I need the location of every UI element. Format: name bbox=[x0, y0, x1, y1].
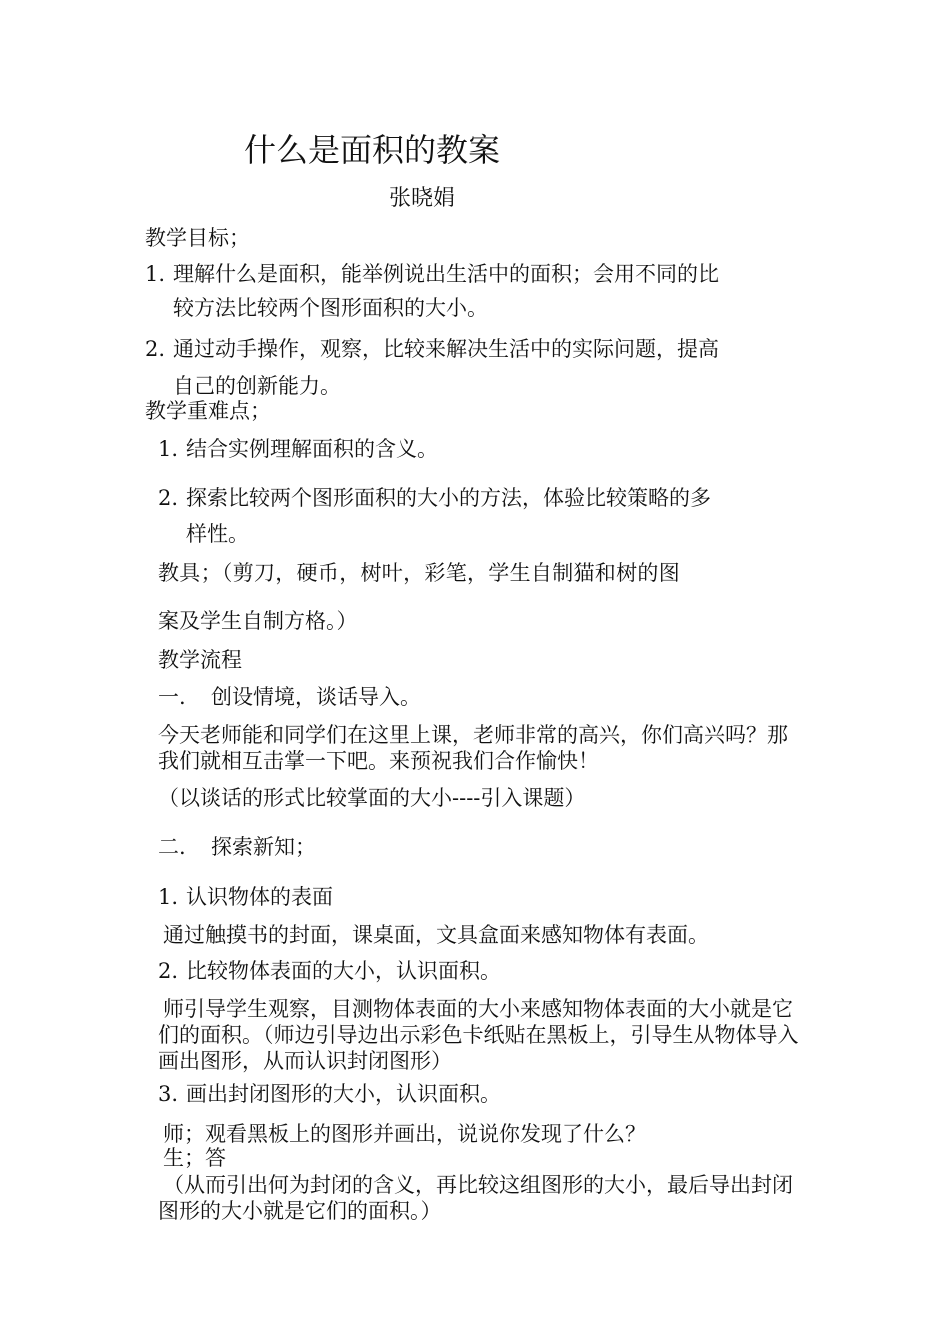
document-title: 什么是面积的教案 bbox=[244, 131, 501, 169]
goal-text-line: 自己的创新能力。 bbox=[173, 374, 341, 398]
step-title: 画出封闭图形的大小，认识面积。 bbox=[186, 1082, 501, 1106]
goal-text-line: 理解什么是面积，能举例说出生活中的面积；会用不同的比 bbox=[173, 262, 719, 286]
step-note: （从而引出何为封闭的含义，再比较这组图形的大小，最后导出封闭图形的大小就是它们的面积。） bbox=[158, 1173, 793, 1223]
tools-text-line: 教具；（剪刀，硬币，树叶，彩笔，学生自制猫和树的图 bbox=[158, 561, 680, 585]
goal-number: 2. bbox=[145, 337, 166, 361]
section-title: 探索新知； bbox=[211, 835, 316, 859]
step-student-line: 生；答 bbox=[163, 1146, 226, 1170]
paragraph-intro: 今天老师能和同学们在这里上课，老师非常的高兴，你们高兴吗？那我们就相互击掌一下吧。来预祝我们合作愉快！ bbox=[158, 723, 788, 773]
key-point-text-line: 结合实例理解面积的含义。 bbox=[186, 437, 438, 461]
author-name: 张晓娟 bbox=[389, 186, 456, 211]
key-point-number: 1. bbox=[158, 437, 179, 461]
goals-heading: 教学目标； bbox=[145, 226, 250, 250]
step-teacher-line: 师；观看黑板上的图形并画出，说说你发现了什么？ bbox=[163, 1122, 646, 1146]
step-text: 通过触摸书的封面，课桌面，文具盒面来感知物体有表面。 bbox=[163, 923, 709, 947]
section-number: 一. bbox=[158, 685, 186, 709]
key-point-number: 2. bbox=[158, 486, 179, 510]
step-number: 2. bbox=[158, 959, 179, 983]
goal-number: 1. bbox=[145, 262, 166, 286]
step-text: 师引导学生观察，目测物体表面的大小来感知物体表面的大小就是它们的面积。（师边引导边出示彩色卡纸贴在黑板上，引导生从物体导入画出图形，从而认识封闭图形） bbox=[158, 997, 799, 1073]
key-point-text-line: 探索比较两个图形面积的大小的方法，体验比较策略的多 bbox=[186, 486, 711, 510]
goal-text-line: 通过动手操作，观察，比较来解决生活中的实际问题，提高 bbox=[173, 337, 719, 361]
key-point-text-line: 样性。 bbox=[186, 522, 249, 546]
section-number: 二. bbox=[158, 835, 186, 859]
step-number: 1. bbox=[158, 885, 179, 909]
step-number: 3. bbox=[158, 1082, 179, 1106]
paragraph-intro-note: （以谈话的形式比较掌面的大小----引入课题） bbox=[158, 786, 586, 810]
key-points-heading: 教学重难点； bbox=[145, 399, 271, 423]
flow-heading: 教学流程 bbox=[158, 648, 242, 672]
section-title: 创设情境，谈话导入。 bbox=[211, 685, 421, 709]
step-title: 认识物体的表面 bbox=[186, 885, 333, 909]
step-title: 比较物体表面的大小，认识面积。 bbox=[186, 959, 501, 983]
goal-text-line: 较方法比较两个图形面积的大小。 bbox=[173, 296, 488, 320]
tools-text-line: 案及学生自制方格。） bbox=[158, 609, 358, 633]
